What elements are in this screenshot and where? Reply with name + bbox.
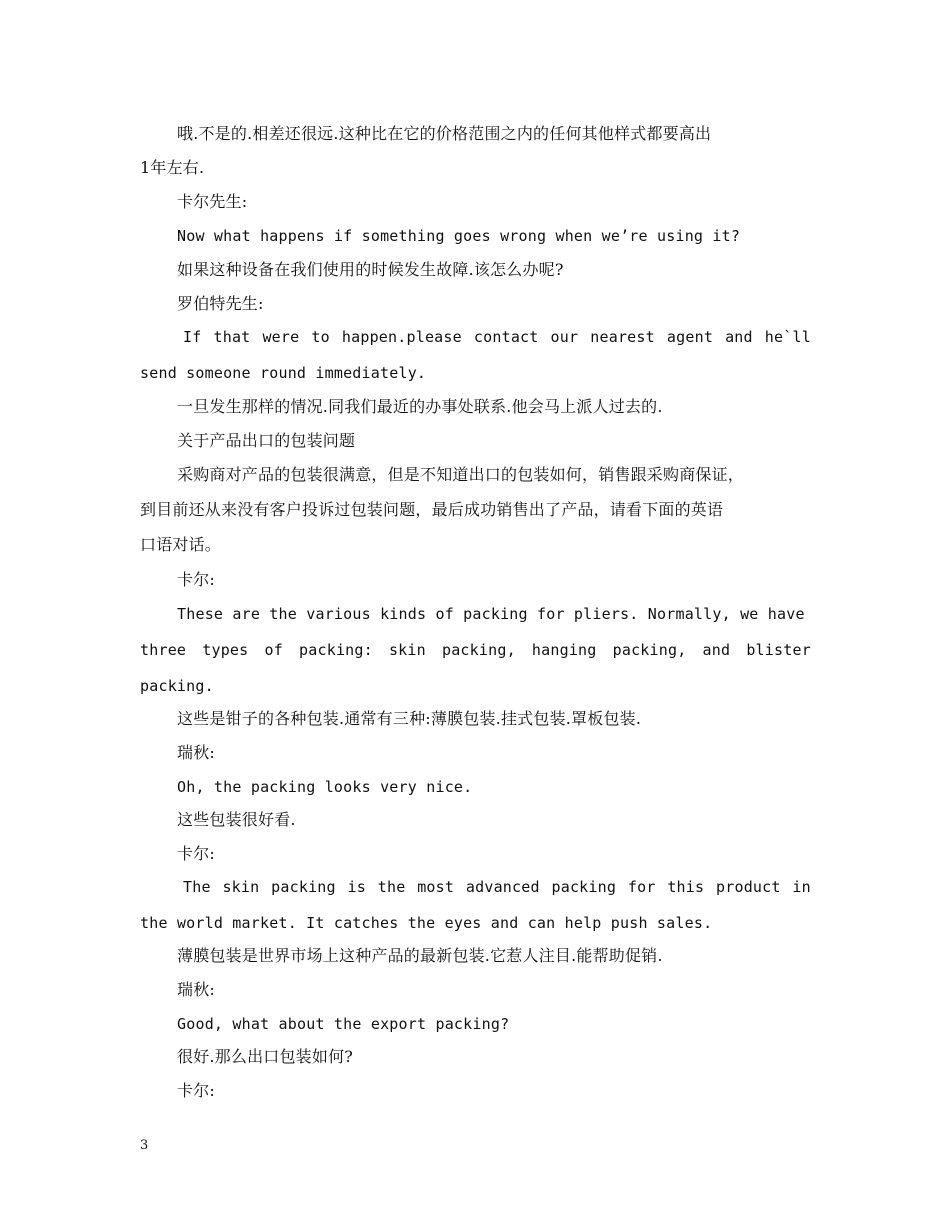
word: packing [271,878,336,896]
word: this [667,878,705,896]
english-dialogue-line: Now what happens if something goes wrong when we’re using it? [177,227,741,245]
english-dialogue-line: Oh, the packing looks very nice. [177,778,473,796]
word: skin [388,641,426,659]
word: contact [473,328,539,346]
english-dialogue-line-justified [183,327,811,347]
word: the [377,878,406,896]
word: nearest [590,328,655,346]
word: that [213,328,251,346]
word: packing, [441,641,516,659]
word: and [702,641,731,659]
chinese-dialogue-line: 很好.那么出口包装如何? [177,1047,354,1066]
english-dialogue-line: send someone round immediately. [140,364,427,382]
word: types [202,641,249,659]
paragraph-line: 1年左右. [140,158,205,177]
speaker-label: 卡尔: [177,1081,215,1100]
word: agent [666,328,714,346]
word: most [417,878,455,896]
paragraph-line: 口语对话。 [140,535,222,554]
chinese-dialogue-line: 如果这种设备在我们使用的时候发生故障.该怎么办呢? [177,260,564,279]
english-dialogue-line: Good, what about the export packing? [177,1015,510,1033]
word: of [264,641,283,659]
word: is [347,878,366,896]
speaker-label: 卡尔先生: [177,192,248,211]
speaker-label: 罗伯特先生: [177,294,264,313]
word: three [140,641,187,659]
word: advanced [465,878,540,896]
speaker-label: 瑞秋: [177,743,215,762]
word: and [725,328,753,346]
paragraph-line: 采购商对产品的包装很满意，但是不知道出口的包装如何，销售跟采购商保证， [177,465,745,484]
word: packing, [612,641,687,659]
page-number: 3 [140,1138,149,1153]
english-dialogue-line: These are the various kinds of packing for pliers. Normally, we have [177,605,805,623]
english-dialogue-line-justified [140,640,811,660]
word: skin [222,878,260,896]
chinese-dialogue-line: 一旦发生那样的情况.同我们最近的办事处联系.他会马上派人过去的. [177,397,663,416]
word: blister [746,641,811,659]
section-heading: 关于产品出口的包装问题 [177,431,356,450]
word: packing [551,878,617,896]
word: happen.please [341,328,462,346]
word: for [627,878,656,896]
word: product [716,878,781,896]
english-dialogue-line: the world market. It catches the eyes and can help push sales. [140,914,713,932]
paragraph-line: 哦.不是的.相差还很远.这种比在它的价格范围之内的任何其他样式都要高出 [177,124,712,143]
chinese-dialogue-line: 这些包装很好看. [177,810,296,829]
word: our [550,328,579,346]
english-dialogue-line-justified [183,877,811,897]
word: The [183,878,211,896]
word: to [311,328,330,346]
word: If [183,328,202,346]
speaker-label: 瑞秋: [177,980,215,999]
word: in [792,878,811,896]
chinese-dialogue-line: 这些是钳子的各种包装.通常有三种:薄膜包装.挂式包装.罩板包装. [177,709,642,728]
word: packing: [299,641,373,659]
word: were [262,328,300,346]
paragraph-line: 到目前还从来没有客户投诉过包装问题，最后成功销售出了产品，请看下面的英语 [140,500,724,519]
chinese-dialogue-line: 薄膜包装是世界市场上这种产品的最新包装.它惹人注目.能帮助促销. [177,946,663,965]
speaker-label: 卡尔: [177,570,215,589]
word: hanging [531,641,597,659]
word: he`ll [764,328,811,346]
speaker-label: 卡尔: [177,844,215,863]
english-dialogue-line: packing. [140,677,214,695]
